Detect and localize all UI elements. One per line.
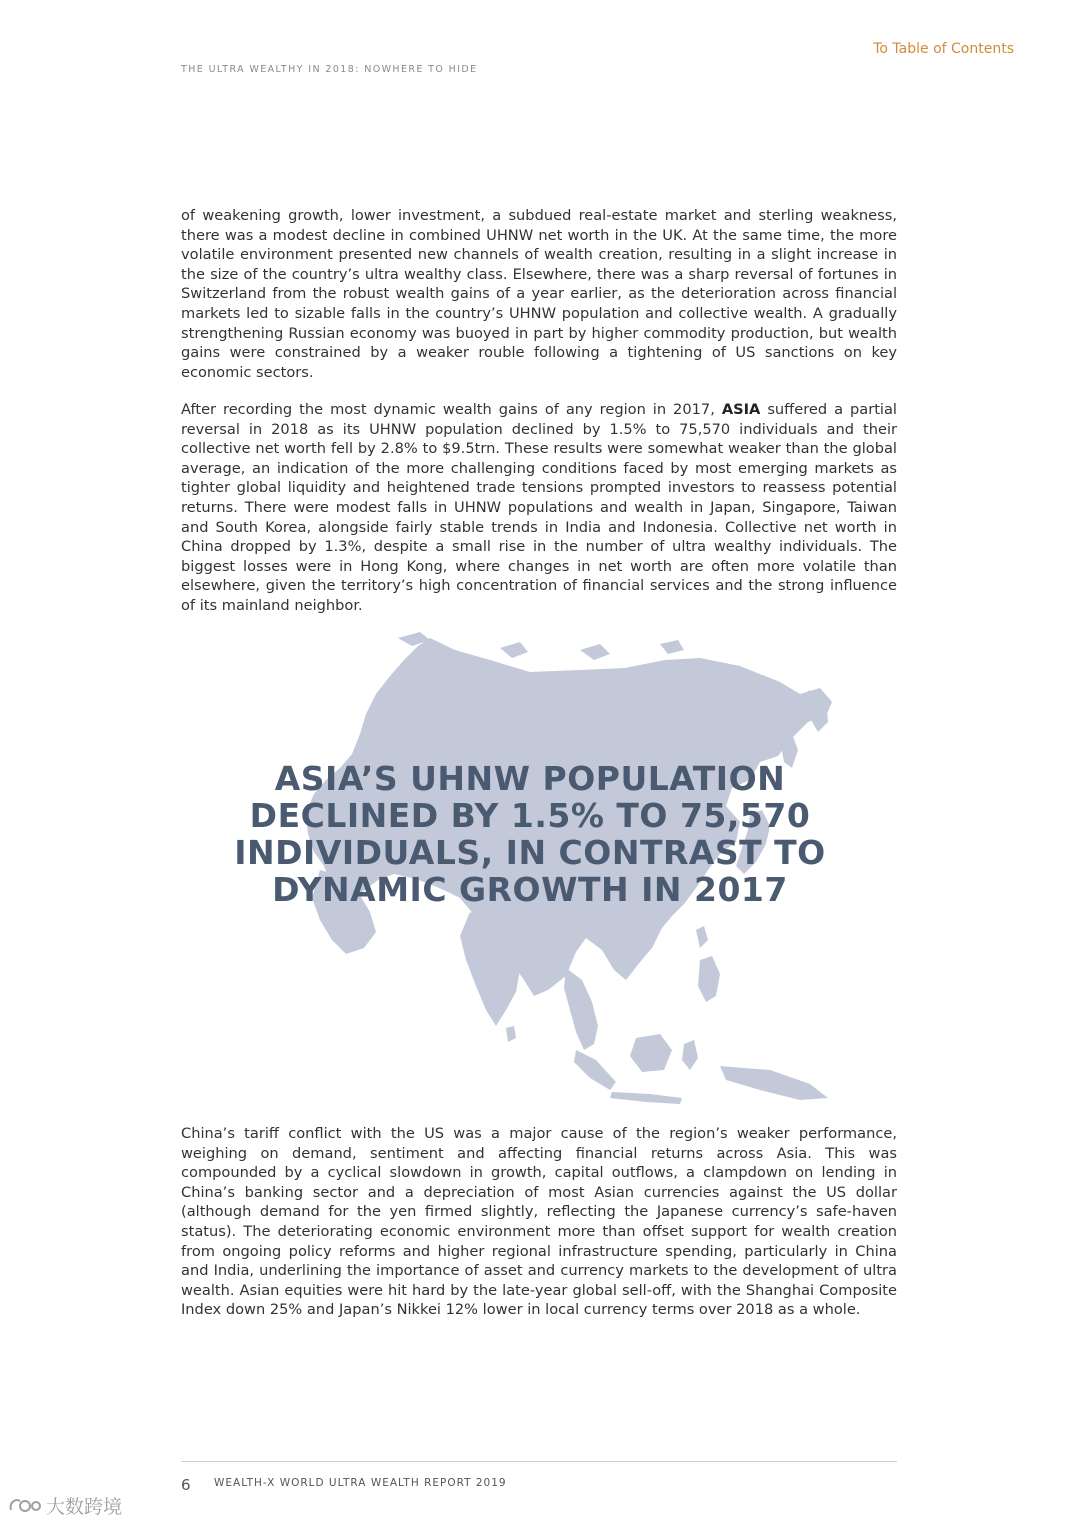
pull-quote-line-2: DECLINED BY 1.5% TO 75,570	[249, 796, 811, 835]
paragraph-asia-lead: After recording the most dynamic wealth gains of any region in 2017,	[181, 401, 722, 418]
watermark	[8, 1492, 122, 1519]
paragraph-asia-intro	[181, 400, 897, 616]
pull-quote-line-4: DYNAMIC GROWTH IN 2017	[272, 870, 788, 909]
region-name-asia: ASIA	[721, 401, 761, 418]
footer-divider	[181, 1461, 897, 1462]
running-title: THE ULTRA WEALTHY IN 2018: NOWHERE TO HIDE	[181, 64, 478, 75]
pull-quote-line-1: ASIA’S UHNW POPULATION	[274, 759, 786, 798]
pull-quote	[200, 760, 860, 908]
watermark-logo-icon	[8, 1495, 42, 1517]
table-of-contents-link[interactable]: To Table of Contents	[873, 41, 1014, 57]
paragraph-europe: of weakening growth, lower investment, a subdued real-estate market and sterling weakness, there was a modest decline in combined UHNW net worth in the UK. At the same time, the more volatile environment presented new channels of wealth creation, resulting in a slight increase in the size of the country’s ultra wealthy class. Elsewhere, there was a sharp reversal of fortunes in Switzerland from the robust wealth gains of a year earlier, as the deterioration across financial markets led to sizable falls in the country’s UHNW population and collective wealth. A gradually strengthening Russian economy was buoyed in part by higher commodity production, but wealth gains were constrained by a weaker rouble following a tightening of US sanctions on key economic sectors.	[181, 207, 897, 381]
paragraph-asia-rest: suffered a partial reversal in 2018 as its UHNW population declined by 1.5% to 75,570 individuals and their collective net worth fell by 2.8% to $9.5trn. These results were somewhat weaker than the global average, an indication of the more challenging conditions faced by most emerging markets as tighter global liquidity and heightened trade tensions prompted investors to reassess potential returns. There were modest falls in UHNW populations and wealth in Japan, Singapore, Taiwan and South Korea, alongside fairly stable trends in India and Indonesia. Collective net worth in China dropped by 1.3%, despite a small rise in the number of ultra wealthy individuals. The biggest losses were in Hong Kong, where changes in net worth are often more volatile than elsewhere, given the territory’s high concentration of financial services and the strong influence of its mainland neighbor.	[181, 401, 897, 614]
paragraph-china-tariff: China’s tariff conflict with the US was a major cause of the region’s weaker performance, weighing on demand, sentiment and affecting financial returns across Asia. This was compounded by a cyclical slowdown in growth, capital outflows, a clampdown on lending in China’s banking sector and a depreciation of most Asian currencies against the US dollar (although demand for the yen firmed slightly, reflecting the Japanese currency’s safe-haven status). The deteriorating economic environment more than offset support for wealth creation from ongoing policy reforms and higher regional infrastructure spending, particularly in China and India, underlining the importance of asset and currency markets to the development of ultra wealth. Asian equities were hit hard by the late-year global sell-off, with the Shanghai Composite Index down 25% and Japan’s Nikkei 12% lower in local currency terms over 2018 as a whole.	[181, 1125, 897, 1319]
watermark-text: 大数跨境	[46, 1496, 123, 1518]
footer-report-title: WEALTH-X WORLD ULTRA WEALTH REPORT 2019	[214, 1477, 507, 1489]
pull-quote-line-3: INDIVIDUALS, IN CONTRAST TO	[234, 833, 826, 872]
page-number: 6	[181, 1476, 191, 1494]
